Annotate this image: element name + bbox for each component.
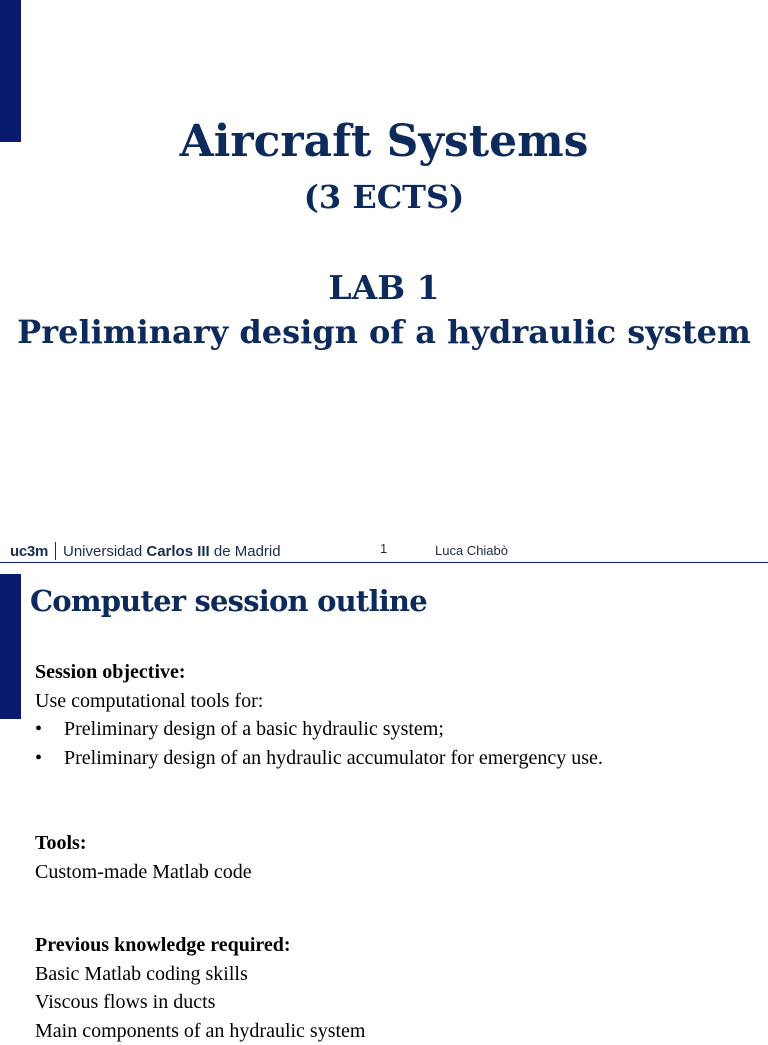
list-item: • Preliminary design of a basic hydraulic system; xyxy=(35,715,760,744)
accent-bar xyxy=(0,574,21,719)
logo-bold: Carlos III xyxy=(146,543,209,560)
logo-suffix: de Madrid xyxy=(210,543,281,560)
objective-list xyxy=(35,715,760,772)
knowledge-heading: Previous knowledge required: xyxy=(35,931,760,960)
slide-title: Computer session outline xyxy=(30,584,427,618)
university-logo xyxy=(10,540,281,562)
knowledge-item: Viscous flows in ducts xyxy=(35,988,760,1017)
author-name: Luca Chiabò xyxy=(435,543,508,558)
knowledge-item: Basic Matlab coding skills xyxy=(35,960,760,989)
logo-prefix: Universidad xyxy=(63,543,146,560)
logo-divider xyxy=(55,542,56,560)
slide-body xyxy=(35,658,760,1045)
lab-subtitle: Preliminary design of a hydraulic system xyxy=(0,313,768,351)
list-item: • Preliminary design of an hydraulic accumulator for emergency use. xyxy=(35,744,760,773)
course-title: Aircraft Systems xyxy=(0,116,768,167)
logo-short: uc3m xyxy=(10,543,48,560)
objective-heading: Session objective: xyxy=(35,658,760,687)
slide-gap xyxy=(0,563,768,574)
knowledge-item: Main components of an hydraulic system xyxy=(35,1017,760,1045)
tools-heading: Tools: xyxy=(35,829,760,858)
tools-text: Custom-made Matlab code xyxy=(35,858,760,887)
outline-slide xyxy=(0,574,768,1024)
course-credits: (3 ECTS) xyxy=(0,178,768,216)
page-number: 1 xyxy=(380,541,387,556)
lab-number: LAB 1 xyxy=(0,268,768,307)
objective-intro: Use computational tools for: xyxy=(35,687,760,716)
logo-full-name xyxy=(63,543,281,560)
